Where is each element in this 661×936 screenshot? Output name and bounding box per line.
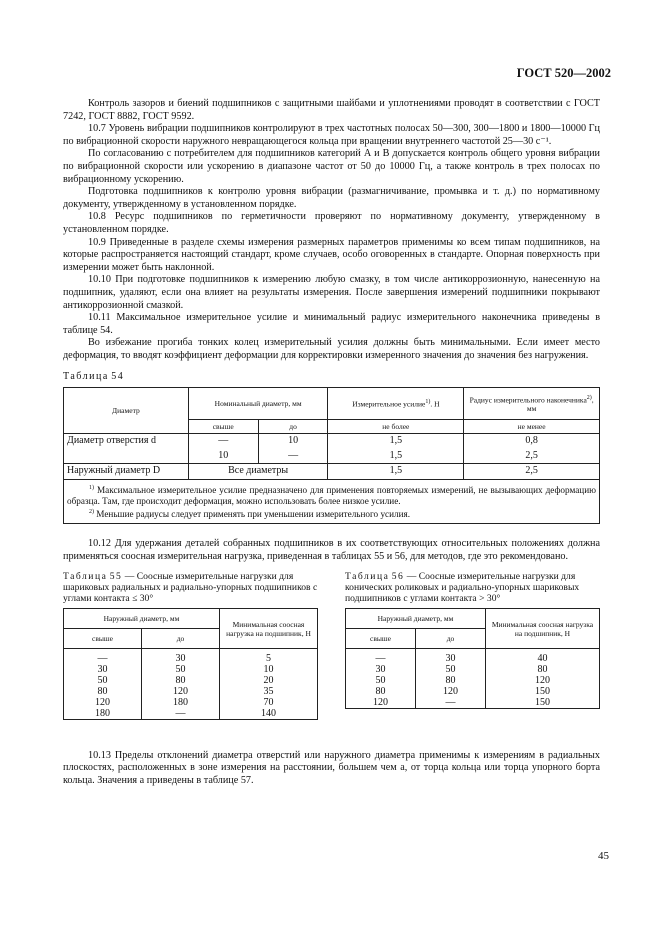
t54-cell: 2,5 bbox=[464, 464, 600, 480]
t54-header-radius bbox=[464, 388, 600, 420]
t55-cell: 20 bbox=[220, 675, 318, 686]
t55-cell: 120 bbox=[142, 686, 220, 697]
t54-header-radius-footnote: 2) bbox=[586, 394, 592, 401]
t54-row-outer-label: Наружный диаметр D bbox=[64, 464, 189, 480]
t54-header-force bbox=[328, 388, 464, 420]
t55-cell: 70 bbox=[220, 697, 318, 708]
t55-cell: — bbox=[142, 708, 220, 720]
t54-footnote-1 bbox=[67, 483, 596, 507]
t54-header-force-unit: . Н bbox=[430, 399, 440, 409]
t54-cell: 10 bbox=[188, 449, 258, 464]
t54-header-nominal: Номинальный диаметр, мм bbox=[188, 388, 328, 420]
tables-55-56 bbox=[63, 571, 600, 720]
t54-cell: 1,5 bbox=[328, 434, 464, 449]
table-54-caption-number: 54 bbox=[111, 371, 125, 383]
t54-header-to: до bbox=[258, 420, 328, 434]
table-56-block bbox=[345, 571, 600, 720]
table-54-caption bbox=[63, 371, 600, 384]
table-54 bbox=[63, 387, 600, 524]
table-55-caption-label: Таблица bbox=[63, 571, 108, 583]
t55-header-load: Минимальная соосная нагрузка на подшипник, Н bbox=[220, 609, 318, 649]
t54-header-min: не менее bbox=[464, 420, 600, 434]
t54-cell: 2,5 bbox=[464, 449, 600, 464]
t56-cell: 120 bbox=[416, 686, 486, 697]
t54-footnote-1-mark: 1) bbox=[89, 484, 94, 491]
t55-cell: 10 bbox=[220, 664, 318, 675]
paragraph: Контроль зазоров и биений подшипников с защитными шайбами и уплотнениями проводят в соответствии с ГОСТ 7242, ГОСТ 8882, ГОСТ 9592. bbox=[63, 98, 600, 122]
t54-cell-all-diameters: Все диаметры bbox=[188, 464, 328, 480]
t54-header-force-footnote: 1) bbox=[425, 399, 431, 406]
t56-cell: — bbox=[416, 697, 486, 709]
t54-footnote-2-text: Меньшие радиусы следует применять при уменьшении измерительного усилия. bbox=[96, 508, 411, 519]
t54-cell: 1,5 bbox=[328, 464, 464, 480]
t55-header-outer: Наружный диаметр, мм bbox=[64, 609, 220, 629]
t55-header-over: свыше bbox=[64, 629, 142, 649]
paragraph: 10.11 Максимальное измерительное усилие и минимальный радиус измерительного наконечника приведены в таблице 54. bbox=[63, 312, 600, 336]
t56-cell: 50 bbox=[416, 664, 486, 675]
t54-cell: 10 bbox=[258, 434, 328, 449]
t55-header-to: до bbox=[142, 629, 220, 649]
t54-header-radius-text: Радиус измерительного наконечника bbox=[469, 395, 587, 405]
t55-cell: 140 bbox=[220, 708, 318, 720]
t54-header-radius-unit: , мм bbox=[526, 395, 594, 414]
paragraph: 10.8 Ресурс подшипников по герметичности проверяют по нормативному документу, утвержденному в установленном порядке. bbox=[63, 211, 600, 235]
t56-cell: 120 bbox=[346, 697, 416, 709]
t55-cell: 50 bbox=[142, 664, 220, 675]
paragraph: По согласованию с потребителем для подшипников категорий А и В допускается контроль общего уровня вибрации по вибрационной скорости или ускорению в диапазоне частот от 50 до 10000 Гц, а также контроль в трех полосах по вибрационному ускорению. bbox=[63, 148, 600, 185]
table-55 bbox=[63, 608, 318, 720]
t55-cell: — bbox=[64, 653, 142, 664]
t56-cell: 80 bbox=[486, 664, 600, 675]
t54-cell: 1,5 bbox=[328, 449, 464, 464]
t54-cell: 0,8 bbox=[464, 434, 600, 449]
table-56-caption bbox=[345, 571, 600, 604]
t55-cell: 120 bbox=[64, 697, 142, 708]
t54-header-max: не более bbox=[328, 420, 464, 434]
t54-header-over: свыше bbox=[188, 420, 258, 434]
t55-cell: 180 bbox=[64, 708, 142, 720]
t54-cell: — bbox=[258, 449, 328, 464]
document-header: ГОСТ 520—2002 bbox=[516, 66, 611, 80]
paragraph: 10.10 При подготовке подшипников к измерению любую смазку, в том числе антикоррозионную, нанесенную на подшипник, удаляют, если она влияет на результаты измерения. После завершения измерений подшипники покрывают антикоррозионной смазкой. bbox=[63, 274, 600, 311]
t54-row-bore-label: Диаметр отверстия d bbox=[64, 434, 189, 464]
t54-footnotes bbox=[64, 479, 600, 523]
paragraph: Во избежание прогиба тонких колец измерительный усилия должны быть минимальными. Если имеет место деформация, то вводят коэффициент деформации для корректировки измеренного значения до значения без нагружения. bbox=[63, 337, 600, 361]
table-56-caption-text: — Соосные измерительные нагрузки для конических роликовых и радиально-упорных шариковых подшипников с углами контакта > 30° bbox=[345, 571, 580, 605]
t55-cell: 80 bbox=[142, 675, 220, 686]
table-55-caption-text: — Соосные измерительные нагрузки для шариковых радиальных и радиально-упорных подшипников с углами контакта ≤ 30° bbox=[63, 571, 318, 605]
table-54-caption-label: Таблица bbox=[63, 371, 109, 383]
table-55-caption bbox=[63, 571, 318, 604]
paragraph-10-13: 10.13 Пределы отклонений диаметра отверстий или наружного диаметра применимы к измерениям в радиальных плоскостях, расположенных в зоне измерения на расстоянии, большем чем а, от торца кольца или торца упорного борта кольца. Значения а приведены в таблице 57. bbox=[63, 749, 600, 786]
table-55-caption-number: 55 bbox=[109, 571, 123, 583]
t56-header-load: Минимальная соосная нагрузка на подшипник, Н bbox=[486, 609, 600, 649]
paragraph: Подготовка подшипников к контролю уровня вибрации (размагничивание, промывка и т. д.) по нормативному документу, утвержденному в установленном порядке. bbox=[63, 186, 600, 210]
t54-footnote-1-text: Максимальное измерительное усилие предназначено для применения повторяемых измерений, не вызывающих деформацию образца. Там, где происходит деформация, можно использовать более низкое усилие. bbox=[67, 484, 597, 506]
t54-footnote-2-mark: 2) bbox=[89, 508, 94, 515]
t54-footnote-2 bbox=[67, 507, 596, 520]
t56-cell: 80 bbox=[416, 675, 486, 686]
t55-cell: 50 bbox=[64, 675, 142, 686]
paragraph: 10.9 Приведенные в разделе схемы измерения размерных параметров применимы ко всем типам подшипников, на которые распространяется настоящий стандарт, кроме случаев, особо оговоренных в стандарте. Опорная поверхность при измерении может быть наклонной. bbox=[63, 236, 600, 273]
t56-cell: 150 bbox=[486, 686, 600, 697]
t56-header-to: до bbox=[416, 629, 486, 649]
t54-header-force-text: Измерительное усилие bbox=[352, 399, 426, 409]
page-number: 45 bbox=[598, 850, 609, 862]
t56-cell: 80 bbox=[346, 686, 416, 697]
t55-cell: 180 bbox=[142, 697, 220, 708]
t54-header-diameter: Диаметр bbox=[64, 388, 189, 434]
table-55-block bbox=[63, 571, 318, 720]
t56-cell: 50 bbox=[346, 675, 416, 686]
t56-cell: 30 bbox=[416, 653, 486, 664]
t56-header-over: свыше bbox=[346, 629, 416, 649]
t55-cell: 30 bbox=[142, 653, 220, 664]
t56-cell: 120 bbox=[486, 675, 600, 686]
t55-cell: 30 bbox=[64, 664, 142, 675]
t55-cell: 80 bbox=[64, 686, 142, 697]
paragraph-10-12: 10.12 Для удержания деталей собранных подшипников в их соответствующих относительных положениях должна применяться соосная измерительная нагрузка, приведенная в таблицах 55 и 56, для методов, где это рекомендовано. bbox=[63, 537, 600, 562]
table-56-caption-label: Таблица bbox=[345, 571, 390, 583]
table-56 bbox=[345, 608, 600, 709]
table-56-caption-number: 56 bbox=[391, 571, 405, 583]
paragraph: 10.7 Уровень вибрации подшипников контролируют в трех частотных полосах 50—300, 300—1800 и 1800—10000 Гц по вибрационной скорости наружного невращающегося кольца при вращении внутреннего частотой 25—30 с⁻¹. bbox=[63, 123, 600, 147]
page-content bbox=[63, 98, 600, 787]
t56-cell: 150 bbox=[486, 697, 600, 709]
t56-header-outer: Наружный диаметр, мм bbox=[346, 609, 486, 629]
t56-cell: — bbox=[346, 653, 416, 664]
paragraphs-top bbox=[63, 98, 600, 362]
t56-cell: 40 bbox=[486, 653, 600, 664]
t55-cell: 5 bbox=[220, 653, 318, 664]
t55-cell: 35 bbox=[220, 686, 318, 697]
t56-cell: 30 bbox=[346, 664, 416, 675]
t54-cell: — bbox=[188, 434, 258, 449]
